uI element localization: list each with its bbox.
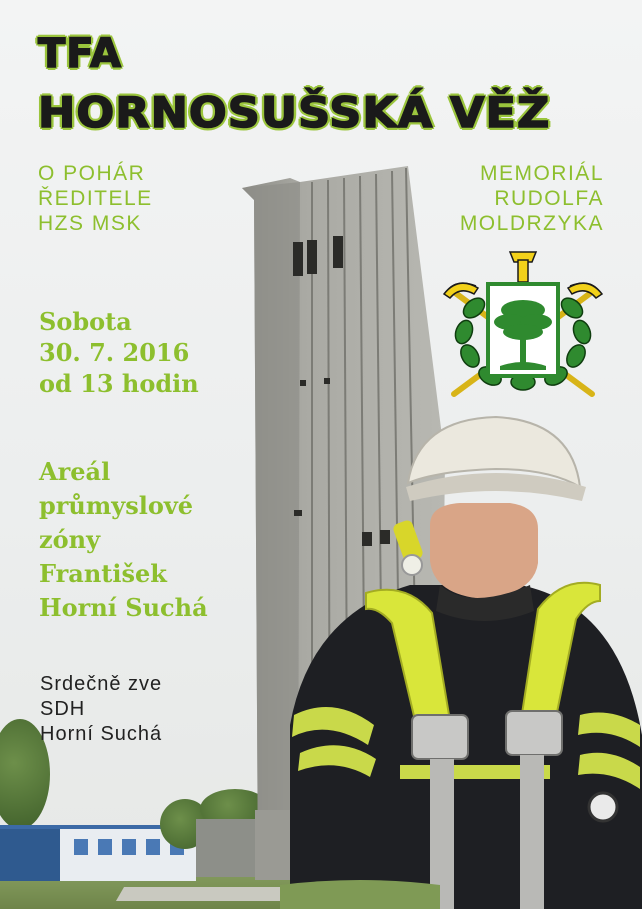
event-time: od 13 hodin <box>39 369 199 398</box>
invite-line: SDH <box>40 698 86 720</box>
fire-brigade-emblem-with-tree-icon <box>440 248 606 400</box>
subtitle-memorial-line: MOLDRZYKA <box>459 212 604 235</box>
firefighter-photo <box>280 415 642 909</box>
venue-line: Areál <box>39 457 111 486</box>
venue-line: zóny <box>39 525 101 554</box>
venue-line: Horní Suchá <box>39 593 208 622</box>
event-day: Sobota <box>39 307 132 336</box>
invite-line: Srdečně zve <box>40 673 163 695</box>
invitation <box>40 672 162 747</box>
venue-line: František <box>39 559 167 588</box>
venue-line: průmyslové <box>39 491 194 520</box>
event-date: 30. 7. 2016 <box>39 338 190 367</box>
invite-line: Horní Suchá <box>40 723 163 745</box>
subtitle-cup-line: HZS MSK <box>38 212 142 235</box>
subtitle-memorial-line: MEMORIÁL <box>479 162 604 185</box>
event-venue <box>39 455 208 625</box>
event-date-time <box>39 306 199 399</box>
headline-tfa: TFA <box>38 31 122 77</box>
headline-title: HORNOSUŠSKÁ VĚŽ <box>38 88 551 137</box>
subtitle-memorial <box>460 161 604 236</box>
subtitle-cup <box>38 161 153 236</box>
subtitle-cup-line: O POHÁR <box>38 162 146 185</box>
subtitle-cup-line: ŘEDITELE <box>38 187 153 210</box>
subtitle-memorial-line: RUDOLFA <box>494 187 604 210</box>
